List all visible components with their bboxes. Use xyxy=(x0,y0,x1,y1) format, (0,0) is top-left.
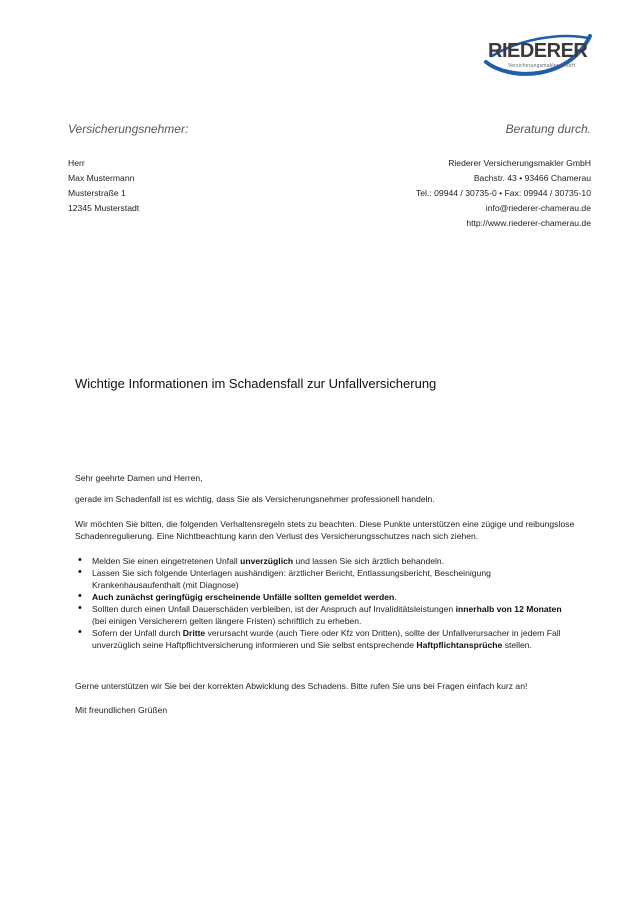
letter-sign-off: Mit freundlichen Grüßen xyxy=(75,705,168,715)
company-logo xyxy=(478,26,596,86)
logo-tagline: Versicherungsmakler GmbH xyxy=(508,63,576,69)
letter-title: Wichtige Informationen im Schadensfall zur Unfallversicherung xyxy=(75,376,437,391)
letter-greeting: Sehr geehrte Damen und Herren, xyxy=(75,473,203,483)
list-item: • Sofern der Unfall durch Dritte verursacht wurde (auch Tiere oder Kfz von Dritten), sollte der Unfallverursacher in jedem Fall unverzüglich seine Haftpflichtversicherung informieren und Sie selbst entsprechende Haftpflichtansprüche stellen. xyxy=(75,627,575,651)
advisor-website: http://www.riederer-chamerau.de xyxy=(466,218,591,228)
rules-list xyxy=(75,555,575,651)
list-item: • Sollten durch einen Unfall Dauerschäden verbleiben, ist der Anspruch auf Invaliditätsleistungen innerhalb von 12 Monaten (bei einigen Versicherern gelten längere Fristen) schriftlich zu erheben. xyxy=(75,603,575,627)
advisor-address: Bachstr. 43 • 93466 Chamerau xyxy=(473,173,591,183)
logo-wordmark: RIEDERER xyxy=(488,40,588,62)
advisor-heading: Beratung durch. xyxy=(505,122,591,136)
recipient-city: 12345 Musterstadt xyxy=(68,203,140,213)
recipient-address xyxy=(68,156,139,216)
list-item: • Auch zunächst geringfügig erscheinende Unfälle sollten gemeldet werden. xyxy=(75,591,575,603)
letter-request: Wir möchten Sie bitten, die folgenden Verhaltensregeln stets zu beachten. Diese Punkte unterstützen eine zügige und reibungslose Schadenregulierung. Eine Nichtbeachtung kann den Verlust des Versicherungsschutzes nach sich ziehen. xyxy=(75,519,575,541)
list-item: • Lassen Sie sich folgende Unterlagen aushändigen: ärztlicher Bericht, Entlassungsbericht, Bescheinigung Krankenhausaufenthalt (mit Diagnose) xyxy=(75,567,575,591)
recipient-salutation: Herr xyxy=(68,158,85,168)
letter-intro: gerade im Schadenfall ist es wichtig, dass Sie als Versicherungsnehmer professionell handeln. xyxy=(75,494,435,504)
letter-closing-note: Gerne unterstützen wir Sie bei der korrekten Abwicklung des Schadens. Bitte rufen Sie uns bei Fragen einfach kurz an! xyxy=(75,681,528,691)
advisor-email: info@riederer-chamerau.de xyxy=(485,203,591,213)
recipient-street: Musterstraße 1 xyxy=(68,188,126,198)
list-item: • Melden Sie einen eingetretenen Unfall unverzüglich und lassen Sie sich ärztlich behandeln. xyxy=(75,555,575,567)
recipient-name: Max Mustermann xyxy=(68,173,135,183)
advisor-phone-fax: Tel.: 09944 / 30735-0 • Fax: 09944 / 30735-10 xyxy=(415,188,591,198)
advisor-contact xyxy=(416,156,591,231)
policyholder-heading: Versicherungsnehmer: xyxy=(68,122,189,136)
advisor-company: Riederer Versicherungsmakler GmbH xyxy=(448,158,591,168)
